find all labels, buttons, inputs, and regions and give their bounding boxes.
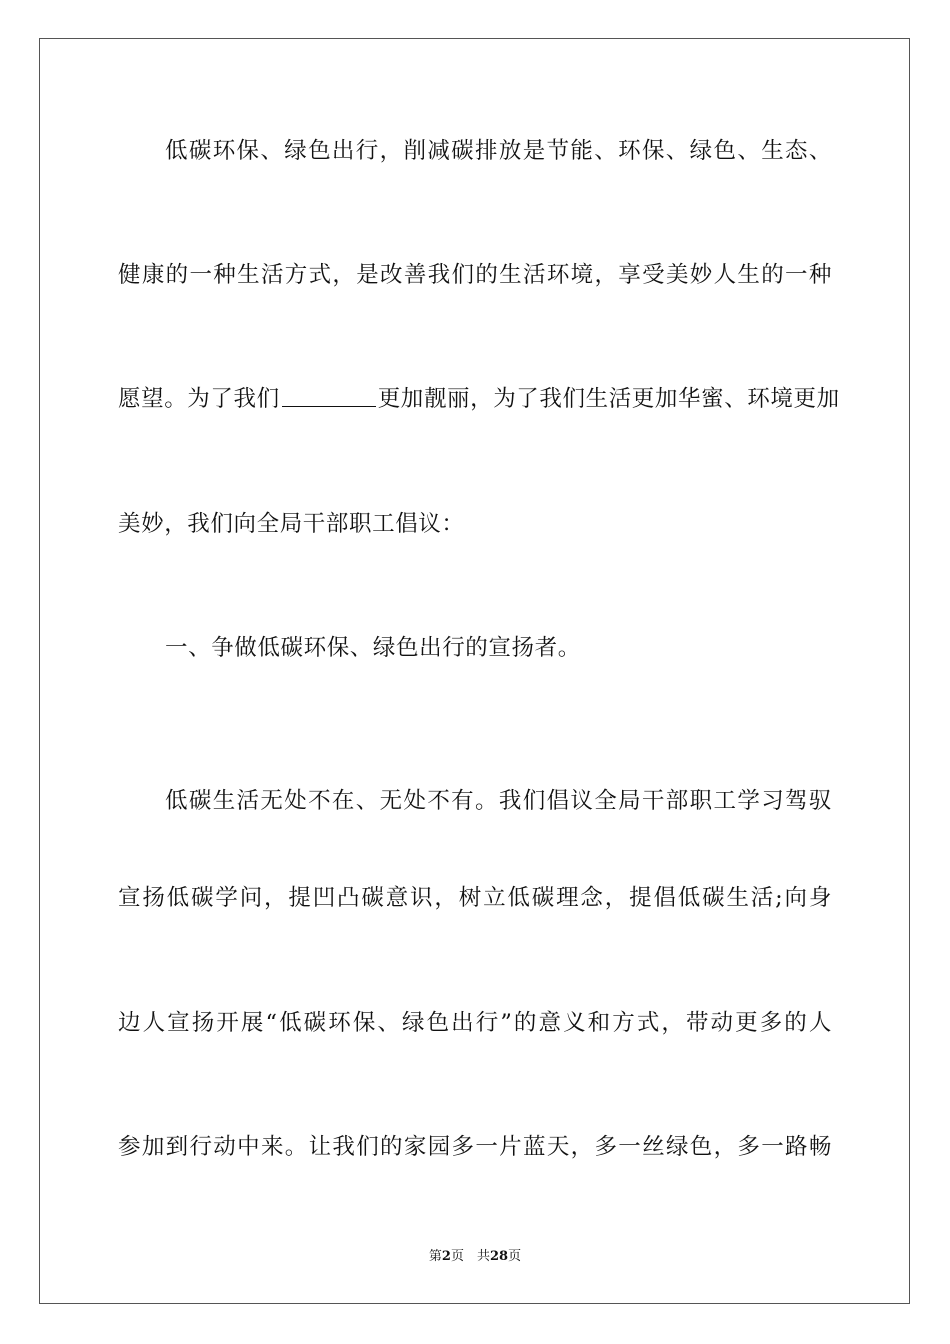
paragraph-line-3-end: 更加靓丽，为了我们生活更加华蜜、环境更加 xyxy=(377,386,840,412)
paragraph-line-4: 美妙，我们向全局干部职工倡议： xyxy=(118,511,465,537)
footer-page-current: 2 xyxy=(441,1249,451,1264)
paragraph-line-2: 健康的一种生活方式，是改善我们的生活环境，享受美妙人生的一种 xyxy=(118,262,832,288)
paragraph-line-8: 参加到行动中来。让我们的家园多一片蓝天，多一丝绿色，多一路畅 xyxy=(118,1134,832,1160)
paragraph-line-6: 宣扬低碳学问，提凹凸碳意识，树立低碳理念，提倡低碳生活;向身 xyxy=(118,885,832,911)
footer-page-prefix: 第 xyxy=(428,1249,442,1264)
page-footer xyxy=(0,1248,950,1266)
footer-page-suffix: 页 xyxy=(508,1249,522,1264)
footer-page-mid: 页 共 xyxy=(450,1249,490,1264)
paragraph-line-3 xyxy=(118,384,840,414)
page-border xyxy=(39,38,910,1304)
footer-page-total: 28 xyxy=(489,1249,509,1264)
paragraph-line-5: 低碳生活无处不在、无处不有。我们倡议全局干部职工学习驾驭 xyxy=(165,788,832,814)
paragraph-line-7: 边人宣扬开展“低碳环保、绿色出行”的意义和方式，带动更多的人 xyxy=(118,1010,832,1036)
paragraph-line-1: 低碳环保、绿色出行，削减碳排放是节能、环保、绿色、生态、 xyxy=(165,138,832,164)
paragraph-line-3-start: 愿望。为了我们 xyxy=(118,386,280,412)
section-heading-1: 一、争做低碳环保、绿色出行的宣扬者。 xyxy=(165,635,581,661)
fill-in-blank xyxy=(282,386,376,407)
